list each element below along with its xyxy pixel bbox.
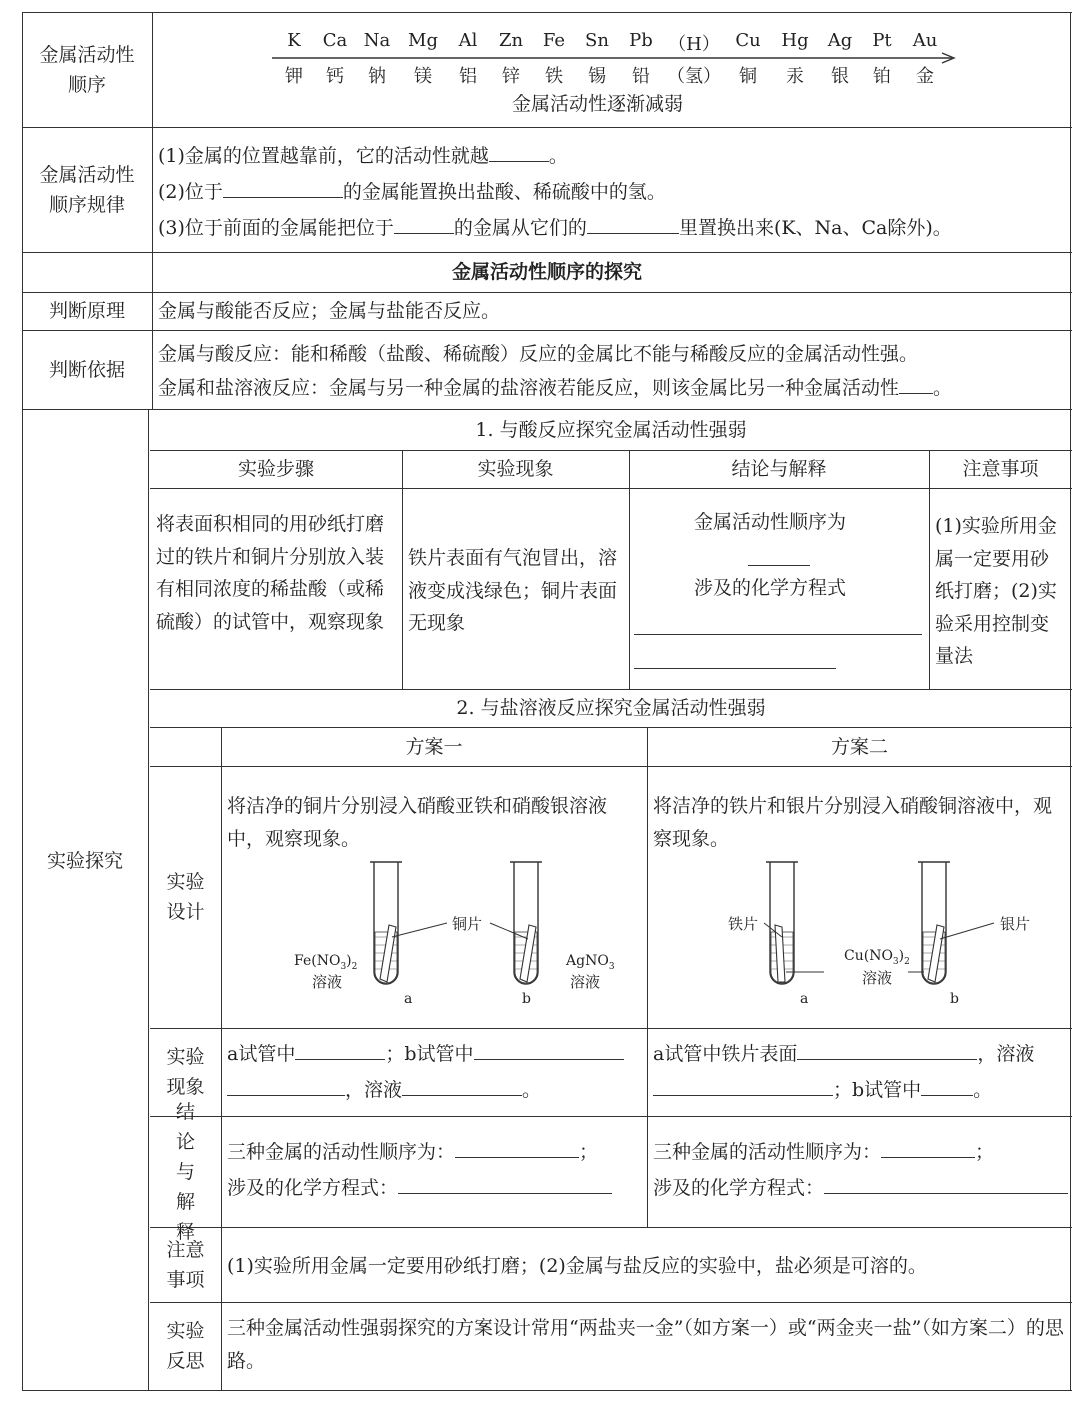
series-caption: 金属活动性逐渐减弱	[512, 93, 684, 115]
answer-blank[interactable]	[921, 1075, 973, 1096]
plan-2-header: 方案二	[830, 735, 888, 758]
answer-blank[interactable]	[634, 648, 836, 669]
rule	[221, 727, 222, 1390]
name-au: 金	[916, 66, 934, 87]
design-2-text: 将洁净的铁片和银片分别浸入硝酸铜溶液中，观察现象。	[653, 795, 1053, 850]
rule	[22, 292, 1072, 293]
test-tube-figure-plan2	[682, 857, 1062, 1007]
answer-blank[interactable]	[748, 545, 810, 566]
answer-blank[interactable]	[824, 1173, 1068, 1194]
svg-text:AgNO3: AgNO$_3$	[566, 953, 615, 972]
principle-text: 金属与酸能否反应；金属与盐能否反应。	[158, 300, 501, 322]
rule	[150, 1227, 1072, 1228]
symbol-pb: Pb	[629, 30, 653, 51]
test-tube-icon	[766, 862, 798, 984]
svg-text:b: b	[522, 991, 531, 1007]
header-notes: 注意事项	[962, 458, 1039, 480]
answer-blank[interactable]	[223, 177, 343, 198]
symbol-mg: Mg	[408, 30, 438, 51]
basis-label: 判断依据	[48, 358, 125, 381]
answer-blank[interactable]	[295, 1039, 385, 1060]
name-h: （氢）	[667, 66, 721, 87]
concl-1-line-1: 三种金属的活动性顺序为： ；	[227, 1136, 598, 1168]
rule-1: (1)金属的位置越靠前，它的活动性就越 。	[158, 140, 568, 172]
svg-text:溶液: 溶液	[312, 973, 343, 991]
plan-1-header: 方案一	[405, 735, 463, 758]
name-ag: 银	[831, 66, 849, 87]
concl-2-line-1: 三种金属的活动性顺序为： ；	[653, 1136, 994, 1168]
design-label: 实验设计	[166, 871, 205, 923]
rule	[22, 330, 1072, 331]
symbol-na: Na	[363, 30, 391, 51]
symbol-fe: Fe	[542, 30, 566, 51]
answer-blank[interactable]	[474, 1039, 624, 1060]
rule	[148, 409, 149, 1390]
part1-phenomenon: 铁片表面有气泡冒出，溶液变成浅绿色；铜片表面无现象	[408, 547, 618, 634]
symbol-pt: Pt	[872, 30, 892, 51]
svg-text:a: a	[404, 991, 413, 1007]
header-conclusion: 结论与解释	[731, 458, 827, 480]
phenomenon-label: 实验现象	[166, 1046, 205, 1098]
svg-text:溶液: 溶液	[862, 969, 893, 987]
svg-text:铁片: 铁片	[728, 915, 759, 933]
svg-text:b: b	[950, 991, 959, 1007]
test-tube-icon	[918, 862, 950, 984]
answer-blank[interactable]	[653, 1075, 833, 1096]
principle-label: 判断原理	[48, 300, 125, 322]
part2-title: 2. 与盐溶液反应探究金属活动性强弱	[456, 697, 766, 719]
basis-line-1: 金属与酸反应：能和稀酸（盐酸、稀硫酸）反应的金属比不能与稀酸反应的金属活动性强。	[158, 343, 919, 365]
answer-blank[interactable]	[227, 1075, 345, 1096]
symbol-ca: Ca	[322, 30, 348, 51]
concl-1-line-2: 涉及的化学方程式：	[227, 1172, 612, 1204]
rule	[22, 1390, 1072, 1391]
name-zn: 锌	[502, 66, 520, 87]
rule	[150, 1302, 1072, 1303]
test-tube-icon	[370, 862, 402, 984]
rules-label: 金属活动性顺序规律	[39, 163, 135, 216]
symbol-au: Au	[912, 30, 938, 51]
answer-blank[interactable]	[402, 1075, 522, 1096]
rule	[647, 727, 648, 1227]
knowledge-table	[22, 12, 1072, 1392]
name-pt: 铂	[873, 66, 891, 87]
rule	[22, 127, 1072, 128]
phen-1-line-1: a试管中 ；b试管中	[227, 1038, 624, 1070]
name-ca: 钙	[326, 66, 344, 87]
rule	[152, 12, 153, 409]
answer-blank[interactable]	[899, 373, 933, 394]
conclusion-label: 结论与解释	[175, 1100, 195, 1243]
reflection-text: 三种金属活动性强弱探究的方案设计常用“两盐夹一金”（如方案一）或“两金夹一盐”（如方案二）的思路。	[227, 1317, 1064, 1372]
symbol-al: Al	[458, 30, 478, 51]
concl-2-line-2: 涉及的化学方程式：	[653, 1172, 1068, 1204]
part2-notes: (1)实验所用金属一定要用砂纸打磨；(2)金属与盐反应的实验中，盐必须是可溶的。	[227, 1255, 927, 1277]
phen-1-line-2: ，溶液 。	[227, 1074, 541, 1106]
part1-notes: (1)实验所用金属一定要用砂纸打磨；(2)实验采用控制变量法	[935, 515, 1057, 667]
svg-text:铜片: 铜片	[452, 915, 483, 933]
part1-conclusion-b: 涉及的化学方程式	[694, 577, 847, 599]
name-pb: 铅	[632, 66, 650, 87]
header-steps: 实验步骤	[237, 458, 314, 480]
answer-blank[interactable]	[797, 1039, 977, 1060]
test-tube-icon	[510, 862, 542, 984]
part1-title: 1. 与酸反应探究金属活动性强弱	[475, 418, 747, 441]
part1-conclusion-a: 金属活动性顺序为	[694, 511, 847, 533]
name-fe: 铁	[545, 66, 563, 87]
test-tube-figure-plan1	[252, 857, 632, 1007]
answer-blank[interactable]	[489, 141, 549, 162]
basis-line-2: 金属和盐溶液反应：金属与另一种金属的盐溶液若能反应，则该金属比另一种金属活动性 。	[158, 372, 952, 404]
name-mg: 镁	[414, 66, 432, 87]
header-phenomenon: 实验现象	[477, 458, 554, 480]
notes-label: 注意事项	[166, 1238, 205, 1291]
phen-2-line-1: a试管中铁片表面 ，溶液	[653, 1038, 1034, 1070]
symbol-hg: Hg	[781, 30, 809, 51]
rule	[150, 1028, 1072, 1029]
rule	[150, 766, 1072, 767]
part1-steps: 将表面积相同的用砂纸打磨过的铁片和铜片分别放入装有相同浓度的稀盐酸（或稀硫酸）的试管中，观察现象	[156, 513, 385, 633]
design-1-text: 将洁净的铜片分别浸入硝酸亚铁和硝酸银溶液中，观察现象。	[227, 795, 608, 850]
name-na: 钠	[368, 66, 386, 87]
answer-blank[interactable]	[398, 1173, 612, 1194]
svg-text:Fe(NO3)2: $Fe(NO_3)_2$	[294, 953, 358, 972]
name-cu: 铜	[739, 66, 757, 87]
svg-text:Cu(NO3)2: $Cu(NO_3)_2$	[844, 948, 910, 967]
svg-text:a: a	[800, 991, 809, 1007]
rule-2: (2)位于 的金属能置换出盐酸、稀硫酸中的氢。	[158, 176, 666, 208]
rule	[22, 12, 1072, 13]
answer-blank[interactable]	[881, 1137, 975, 1158]
reflection-label: 实验反思	[166, 1320, 205, 1372]
answer-blank[interactable]	[634, 614, 922, 635]
experiment-label: 实验探究	[46, 849, 123, 872]
name-al: 铝	[459, 66, 477, 87]
activity-series-label: 金属活动性顺序	[39, 43, 135, 96]
rule-3: (3)位于前面的金属能把位于 的金属从它们的 里置换出来(K、Na、Ca除外)。	[158, 212, 952, 244]
symbol-k: K	[287, 30, 301, 51]
svg-text:银片: 银片	[1000, 915, 1031, 933]
name-sn: 锡	[588, 66, 606, 87]
rule	[150, 1116, 1072, 1117]
svg-text:溶液: 溶液	[570, 973, 601, 991]
symbol-zn: Zn	[498, 30, 524, 51]
symbol-h: （H）	[668, 34, 720, 55]
phen-2-line-2: ；b试管中 。	[653, 1074, 992, 1106]
answer-blank[interactable]	[455, 1137, 579, 1158]
answer-blank[interactable]	[394, 213, 454, 234]
symbol-ag: Ag	[827, 30, 853, 51]
name-k: 钾	[285, 66, 303, 87]
symbol-cu: Cu	[735, 30, 761, 51]
symbol-sn: Sn	[585, 30, 609, 51]
answer-blank[interactable]	[587, 213, 679, 234]
rule	[150, 488, 1072, 489]
explore-title: 金属活动性顺序的探究	[451, 261, 642, 283]
name-hg: 汞	[786, 66, 804, 87]
